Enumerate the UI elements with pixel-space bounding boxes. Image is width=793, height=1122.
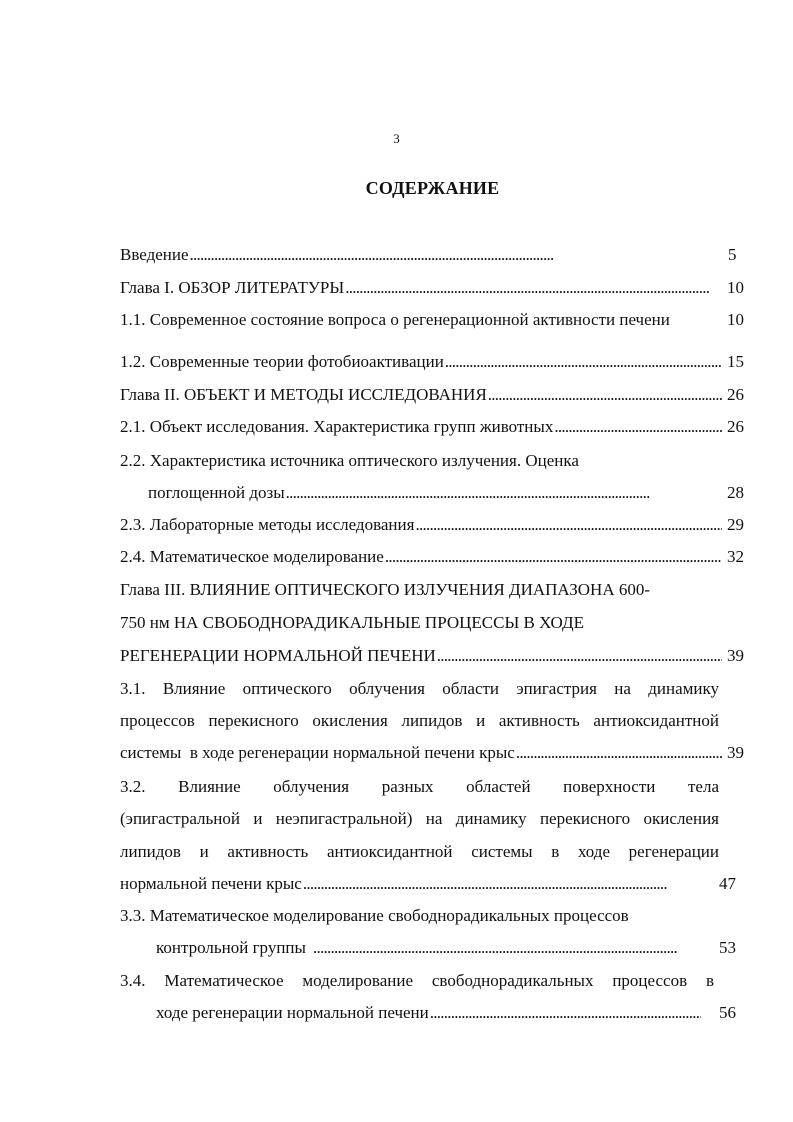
toc-entry-page: 15 — [727, 352, 744, 371]
toc-entry-chapter-3-line3 — [120, 644, 722, 668]
toc-entry-page: 56 — [719, 1003, 736, 1022]
toc-leader-dots — [345, 276, 722, 300]
toc-entry-text: 750 нм НА СВОБОДНОРАДИКАЛЬНЫЕ ПРОЦЕССЫ В ХОДЕ — [120, 613, 584, 632]
toc-entry-3-4-line1: 3.4. Математическое моделирование свободнорадикальных процессов в — [120, 971, 714, 990]
toc-entry-text: Глава I. ОБЗОР ЛИТЕРАТУРЫ — [120, 278, 345, 297]
toc-leader-dots — [445, 350, 722, 374]
toc-entry-text: 2.3. Лабораторные методы исследования — [120, 515, 415, 534]
toc-entry-chapter-3-line2 — [120, 611, 722, 635]
toc-entry-3-1-line3 — [120, 741, 722, 765]
toc-leader-dots — [488, 383, 722, 407]
toc-entry-text: Введение — [120, 245, 189, 264]
toc-leader-dots — [437, 644, 722, 668]
page-number: 3 — [393, 131, 400, 146]
toc-entry-3-2-line3: липидов и активность антиоксидантной системы в ходе регенерации — [120, 842, 719, 861]
toc-entry-page: 29 — [727, 515, 744, 534]
toc-entry-page: 10 — [727, 310, 744, 329]
toc-entry-3-3-line2 — [156, 936, 691, 960]
toc-leader-dots — [430, 1001, 701, 1025]
toc-entry-3-3-line1 — [120, 904, 720, 928]
toc-entry-chapter-1 — [120, 276, 722, 300]
toc-entry-2-3 — [120, 513, 722, 537]
toc-entry-text: контрольной группы — [156, 938, 306, 957]
toc-entry-1-1 — [120, 308, 722, 332]
toc-entry-text: нормальной печени крыс — [120, 874, 302, 893]
toc-entry-3-2-line1: 3.2. Влияние облучения разных областей поверхности тела — [120, 777, 719, 796]
toc-entry-page: 32 — [727, 547, 744, 566]
toc-entry-text: 2.2. Характеристика источника оптического излучения. Оценка — [120, 451, 579, 470]
toc-entry-page: 26 — [727, 417, 744, 436]
toc-entry-text: поглощенной дозы — [148, 483, 285, 502]
toc-entry-page: 5 — [728, 245, 737, 264]
toc-entry-3-2-line2: (эпигастральной и неэпигастральной) на динамику перекисного окисления — [120, 809, 719, 828]
toc-entry-page: 39 — [727, 743, 744, 762]
toc-entry-text: 1.2. Современные теории фотобиоактивации — [120, 352, 444, 371]
toc-leader-dots — [554, 415, 722, 439]
toc-entry-page: 28 — [727, 483, 744, 502]
toc-entry-text: 1.1. Современное состояние вопроса о регенерационной активности печени — [120, 310, 670, 329]
toc-entry-page: 10 — [727, 278, 744, 297]
toc-entry-chapter-2 — [120, 383, 722, 407]
toc-leader-dots — [313, 936, 691, 960]
toc-entry-2-2-line1 — [120, 449, 722, 473]
toc-leader-dots — [415, 513, 722, 537]
toc-entry-2-1 — [120, 415, 722, 439]
toc-entry-1-2 — [120, 350, 722, 374]
toc-entry-introduction — [120, 243, 724, 267]
toc-entry-page: 47 — [719, 874, 736, 893]
toc-entry-text: 2.1. Объект исследования. Характеристика групп животных — [120, 417, 554, 436]
toc-entry-3-1-line2: процессов перекисного окисления липидов и активность антиоксидантной — [120, 711, 719, 730]
toc-entry-3-4-line2 — [156, 1001, 701, 1025]
toc-entry-2-4 — [120, 545, 722, 569]
toc-entry-page: 26 — [727, 385, 744, 404]
toc-entry-page: 39 — [727, 646, 744, 665]
page-title: СОДЕРЖАНИЕ — [365, 178, 500, 198]
toc-entry-text: системы в ходе регенерации нормальной печени крыс — [120, 743, 515, 762]
toc-leader-dots — [286, 481, 718, 505]
toc-entry-page: 53 — [719, 938, 736, 957]
toc-entry-text: 2.4. Математическое моделирование — [120, 547, 384, 566]
toc-entry-text: Глава III. ВЛИЯНИЕ ОПТИЧЕСКОГО ИЗЛУЧЕНИЯ ДИАПАЗОНА 600- — [120, 580, 651, 599]
toc-entry-3-1-line1: 3.1. Влияние оптического облучения области эпигастрия на динамику — [120, 679, 719, 698]
toc-entry-3-2-line4 — [120, 872, 713, 896]
toc-leader-dots — [303, 872, 713, 896]
toc-leader-dots — [385, 545, 722, 569]
toc-entry-text: РЕГЕНЕРАЦИИ НОРМАЛЬНОЙ ПЕЧЕНИ — [120, 646, 436, 665]
toc-entry-text: 3.3. Математическое моделирование свободнорадикальных процессов — [120, 906, 629, 925]
toc-entry-2-2-line2 — [148, 481, 718, 505]
toc-leader-dots — [190, 243, 724, 267]
toc-entry-text: Глава II. ОБЪЕКТ И МЕТОДЫ ИССЛЕДОВАНИЯ — [120, 385, 487, 404]
toc-entry-text: ходе регенерации нормальной печени — [156, 1003, 429, 1022]
toc-entry-chapter-3-line1 — [120, 578, 722, 602]
toc-leader-dots — [516, 741, 722, 765]
